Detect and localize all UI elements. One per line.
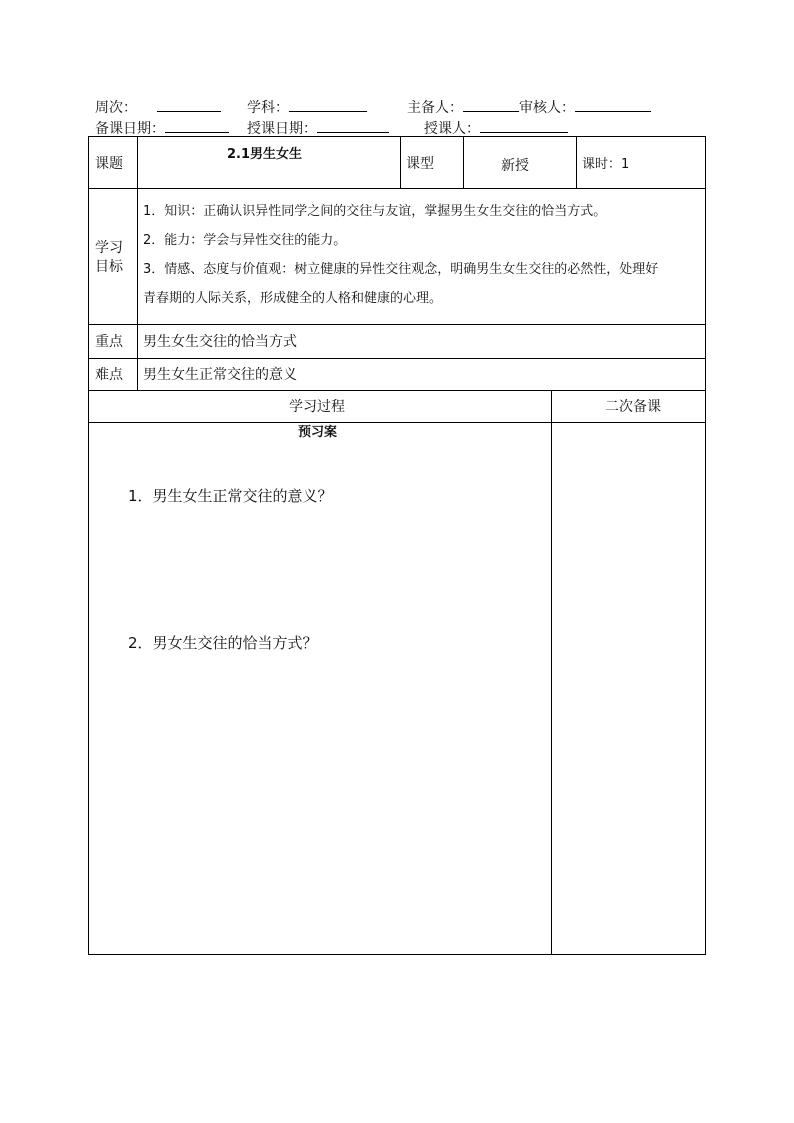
process-header-left: 学习过程 xyxy=(289,399,345,415)
objective-item: 2．能力：学会与异性交往的能力。 xyxy=(143,233,347,248)
difficulty-label: 难点 xyxy=(95,367,123,383)
prep-date-blank xyxy=(165,118,229,133)
reviewer-label: 审核人： xyxy=(519,100,575,116)
week-blank xyxy=(157,97,221,112)
objectives-label-line1: 学习 xyxy=(95,240,123,256)
topic-label: 课题 xyxy=(95,156,123,172)
class-date-blank xyxy=(317,118,389,133)
periods-value: 1 xyxy=(621,157,630,172)
objectives-label-line2: 目标 xyxy=(95,259,123,275)
week-field xyxy=(95,97,221,117)
week-label: 周次： xyxy=(95,100,137,116)
reviewer-blank xyxy=(575,97,651,112)
key-point-value: 男生女生交往的恰当方式 xyxy=(143,334,297,350)
subject-blank xyxy=(289,97,367,112)
subject-label: 学科： xyxy=(247,100,289,116)
preparer-field xyxy=(407,97,651,117)
teacher-blank xyxy=(480,118,568,133)
type-value: 新授 xyxy=(501,158,529,174)
question-item: 1．男生女生正常交往的意义？ xyxy=(128,487,333,505)
process-header-right: 二次备课 xyxy=(605,399,661,415)
preparer-label: 主备人： xyxy=(407,100,463,116)
teacher-field xyxy=(424,118,568,138)
difficulty-value: 男生女生正常交往的意义 xyxy=(143,367,297,383)
class-date-field xyxy=(247,118,389,138)
periods-label: 课时： xyxy=(582,157,622,172)
preparer-blank xyxy=(463,97,519,112)
key-point-label: 重点 xyxy=(95,334,123,350)
teacher-label: 授课人： xyxy=(424,121,480,137)
periods-field xyxy=(582,155,629,174)
subject-field xyxy=(247,97,367,117)
prep-date-field xyxy=(95,118,229,138)
topic-value: 2.1男生女生 xyxy=(227,147,303,162)
type-label: 课型 xyxy=(406,156,434,172)
prep-date-label: 备课日期： xyxy=(95,121,165,137)
class-date-label: 授课日期： xyxy=(247,121,317,137)
objective-item: 3．情感、态度与价值观：树立健康的异性交往观念，明确男生女生交往的必然性，处理好 xyxy=(143,262,659,277)
question-item: 2．男女生交往的恰当方式？ xyxy=(128,634,318,652)
preview-title: 预习案 xyxy=(298,425,338,440)
objective-item: 1．知识：正确认识异性同学之间的交往与友谊，掌握男生女生交往的恰当方式。 xyxy=(143,204,607,219)
objective-item: 青春期的人际关系，形成健全的人格和健康的心理。 xyxy=(143,291,443,306)
